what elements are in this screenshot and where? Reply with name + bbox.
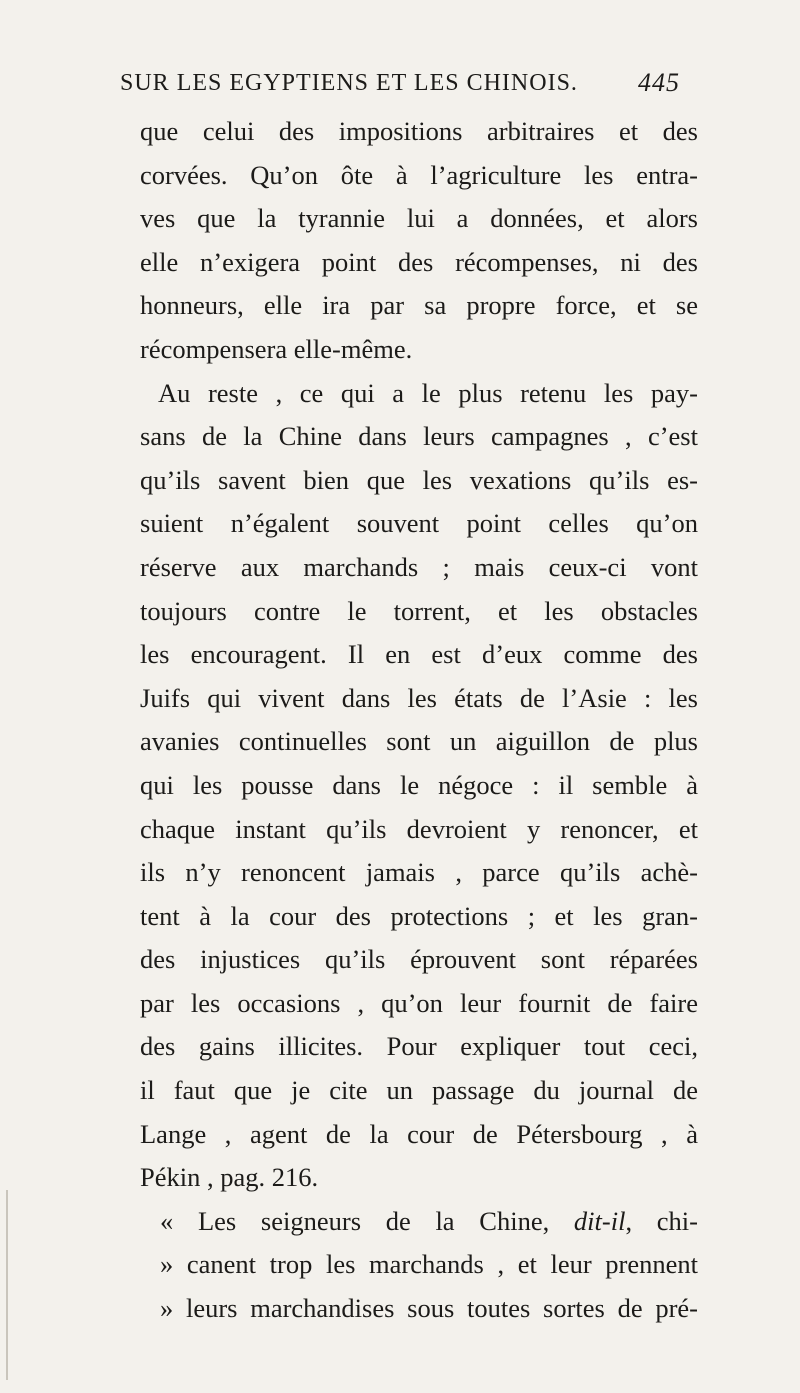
text-line: suient n’égalent souvent point celles qu’on [140, 508, 698, 539]
text-line: Au reste , ce qui a le plus retenu les pay- [158, 377, 698, 408]
text-line: sans de la Chine dans leurs campagnes , c’est [140, 421, 698, 452]
text-line: ils n’y renoncent jamais , parce qu’ils achè- [140, 857, 698, 888]
page-body [140, 110, 698, 1331]
text-line: par les occasions , qu’on leur fournit de faire [140, 987, 698, 1018]
text-line: Lange , agent de la cour de Pétersbourg , à [140, 1118, 698, 1149]
running-title: SUR LES EGYPTIENS ET LES CHINOIS. [120, 70, 578, 96]
text-line: les encouragent. Il en est d’eux comme des [140, 639, 698, 670]
text-line: il faut que je cite un passage du journal de [140, 1075, 698, 1106]
text-line: tent à la cour des protections ; et les gran- [140, 900, 698, 931]
quote-line-start: « Les seigneurs de la Chine, [160, 1205, 574, 1236]
text-line: qui les pousse dans le négoce : il semble à [140, 769, 698, 800]
text-line: avanies continuelles sont un aiguillon de plus [140, 726, 698, 757]
quote-line [140, 1200, 698, 1244]
text-line: Juifs qui vivent dans les états de l’Asie : les [140, 682, 698, 713]
text-line: des injustices qu’ils éprouvent sont réparées [140, 944, 698, 975]
text-line: ves que la tyrannie lui a données, et alors [140, 203, 698, 234]
quote-line-end: , chi- [625, 1205, 698, 1236]
text-line: récompensera elle-même. [140, 333, 413, 364]
page-number: 445 [638, 68, 680, 97]
page-edge-shadow [6, 1190, 8, 1380]
text-line: que celui des impositions arbitraires et des [140, 116, 698, 146]
text-line: chaque instant qu’ils devroient y renoncer, et [140, 813, 698, 844]
running-header [120, 70, 680, 97]
quote-line: » leurs marchandises sous toutes sortes de pré- [160, 1293, 698, 1324]
text-line: Pékin , pag. 216. [140, 1162, 319, 1193]
text-line: des gains illicites. Pour expliquer tout ceci, [140, 1031, 698, 1062]
quote-line: » canent trop les marchands , et leur prennent [160, 1249, 698, 1280]
text-line: toujours contre le torrent, et les obstacles [140, 595, 698, 626]
text-line: réserve aux marchands ; mais ceux-ci vont [140, 551, 698, 582]
quote-italic: dit-il [573, 1205, 626, 1236]
text-line: qu’ils savent bien que les vexations qu’ils es- [140, 464, 698, 495]
text-line: elle n’exigera point des récompenses, ni des [140, 246, 698, 277]
text-line: corvées. Qu’on ôte à l’agriculture les entra- [140, 159, 698, 190]
text-line: honneurs, elle ira par sa propre force, et se [140, 290, 698, 321]
